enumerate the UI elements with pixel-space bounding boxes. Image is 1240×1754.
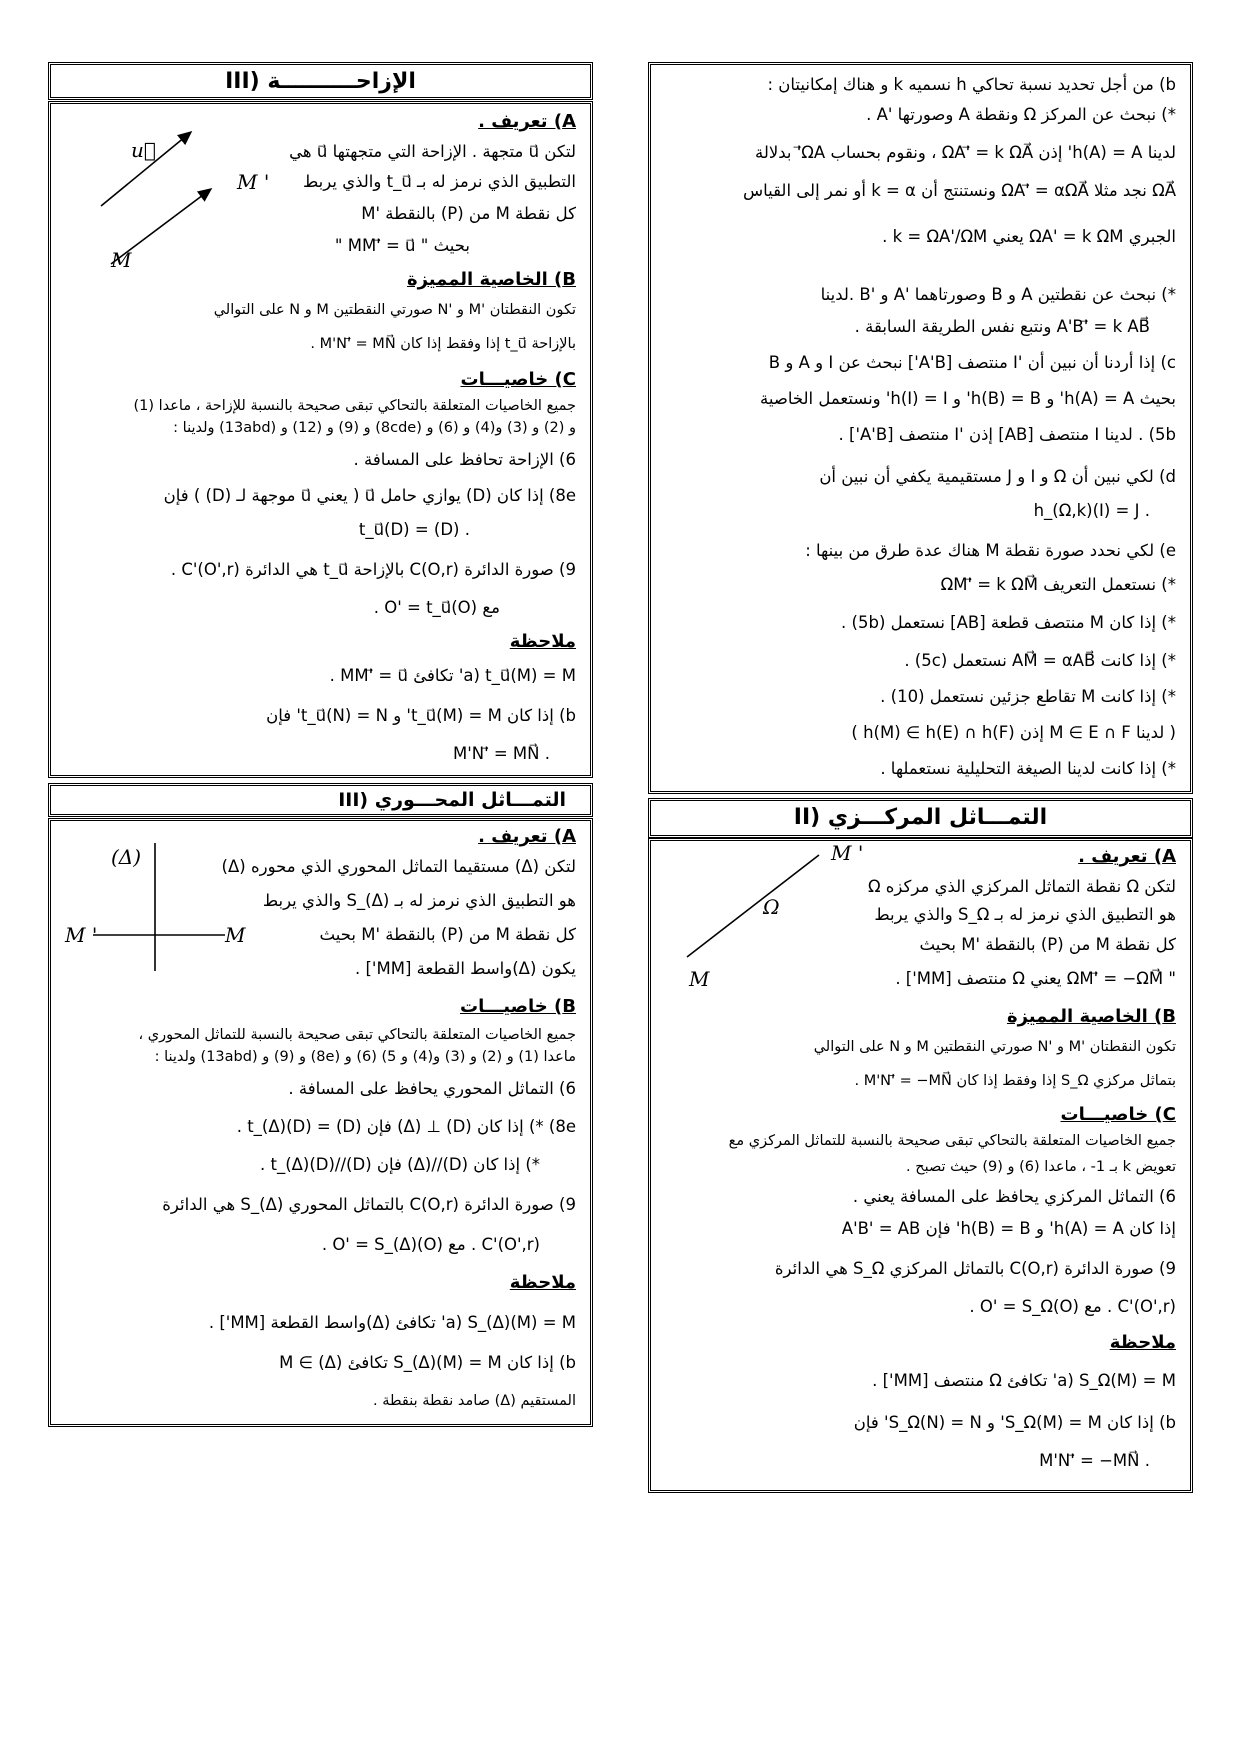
axial-props-line: جميع الخاصيات المتعلقة بالتحاكي تبقى صحيحة بالنسبة للتماثل المحوري ، <box>138 1027 576 1043</box>
homothety-line: 5b) . لدينا I منتصف [AB] إذن 'I منتصف [A'B'] . <box>838 425 1176 444</box>
homothety-line: . h_(Ω,k)(I) = J <box>1033 501 1150 520</box>
central-figure <box>651 841 851 1011</box>
central-def-line: كل نقطة M من (P) بالنقطة 'M بحيث <box>919 935 1176 954</box>
central-notes-title: ملاحظة <box>1109 1332 1176 1353</box>
central-props-line: C'(O',r) . مع O' = S_Ω(O) . <box>969 1297 1176 1316</box>
translation-notes-title: ملاحظة <box>509 631 576 652</box>
axial-props-line: 6) التماثل المحوري يحافظ على المسافة . <box>288 1079 576 1098</box>
translation-def-title: A) تعريف . <box>478 111 576 132</box>
homothety-line: *) إذا كان M منتصف قطعة [AB] نستعمل (5b) . <box>841 613 1176 632</box>
axial-props-title: B) خاصيـــات <box>459 996 576 1017</box>
axial-note: المستقيم (Δ) صامد نقطة بنقطة . <box>373 1393 576 1409</box>
homothety-line: A'B'⃗ = k AB⃗ ونتبع نفس الطريقة السابقة . <box>854 317 1150 336</box>
homothety-line: e) لكي نحدد صورة نقطة M هناك عدة طرق من بينها : <box>805 541 1176 560</box>
axial-note: a) S_(Δ)(M) = M' تكافئ (Δ)واسط القطعة [MM'] . <box>208 1313 576 1332</box>
central-title: II) التمـــاثل المركـــزي <box>793 805 1048 830</box>
axial-symmetry-section <box>48 818 593 1427</box>
fig-label-u: u⃗ <box>131 138 156 162</box>
homothety-line: *) نستعمل التعريف ΩM'⃗ = k ΩM⃗ <box>940 575 1176 594</box>
homothety-line: c) إذا أردنا أن نبين أن 'I منتصف [A'B'] نبحث عن I و A و B <box>768 353 1176 372</box>
homothety-line: الجبري ΩA' = k ΩM يعني k = ΩA'/ΩM . <box>882 227 1176 246</box>
axial-title-box <box>48 783 593 817</box>
central-char-line: بتماثل مركزي S_Ω إذا وفقط إذا كان M'N'⃗ = −MN⃗ . <box>854 1073 1176 1089</box>
translation-char-line: تكون النقطتان 'M و 'N صورتي النقطتين M و N على التوالي <box>213 302 576 318</box>
translation-def-line: كل نقطة M من (P) بالنقطة 'M <box>361 204 576 223</box>
central-props-line: جميع الخاصيات المتعلقة بالتحاكي تبقى صحيحة بالنسبة للتماثل المركزي مع <box>728 1133 1176 1149</box>
central-def-title: A) تعريف . <box>1078 846 1176 867</box>
homothety-line: d) لكي نبين أن Ω و I و J مستقيمية يكفي أن نبين أن <box>819 467 1176 486</box>
translation-props-line: جميع الخاصيات المتعلقة بالتحاكي تبقى صحيحة بالنسبة للإزاحة ، ماعدا (1) <box>133 398 576 414</box>
axial-props-line: C'(O',r) . مع O' = S_(Δ)(O) . <box>321 1235 540 1254</box>
axial-def-line: كل نقطة M من (P) بالنقطة 'M بحيث <box>319 925 576 944</box>
fig-label-m: M <box>225 923 246 947</box>
axial-title: III) التمـــاثل المحـــوري <box>338 789 566 811</box>
homothety-line: لدينا h(A) = A' إذن ΩA'⃗ = k ΩA⃗ ، ونقوم بحساب ΩA'⃗ بدلالة <box>754 143 1176 162</box>
homothety-line: *) إذا كانت M تقاطع جزئين نستعمل (10) . <box>880 687 1176 706</box>
translation-props-title: C) خاصيـــات <box>460 369 576 390</box>
central-def-line: هو التطبيق الذي نرمز له بـ S_Ω والذي يربط <box>874 905 1176 924</box>
central-def-line: " ΩM'⃗ = −ΩM⃗ يعني Ω منتصف [MM'] . <box>895 969 1176 988</box>
central-note: a) S_Ω(M) = M' تكافئ Ω منتصف [MM'] . <box>872 1371 1176 1390</box>
axial-notes-title: ملاحظة <box>509 1272 576 1293</box>
central-props-line: 9) صورة الدائرة C(O,r) بالتماثل المركزي S_Ω هي الدائرة <box>774 1259 1176 1278</box>
translation-title-box <box>48 62 593 100</box>
axial-props-line: ماعدا (1) و (2) و (3) و(4) و 5) (6) و (8e) و (9) و (13abd) ولدينا : <box>154 1049 576 1065</box>
segment-mm-line <box>687 855 819 957</box>
central-char-line: تكون النقطتان 'M و 'N صورتي النقطتين M و N على التوالي <box>813 1039 1176 1055</box>
homothety-line: *) نبحث عن نقطتين A و B وصورتاهما 'A و 'B .لدينا <box>820 285 1176 304</box>
central-props-title: C) خاصيـــات <box>1060 1104 1176 1125</box>
central-props-line: تعويض k بـ 1- ، ماعدا (6) و (9) حيث تصبح . <box>906 1159 1176 1175</box>
axial-def-line: هو التطبيق الذي نرمز له بـ S_(Δ) والذي يربط <box>262 891 576 910</box>
translation-note: . M'N'⃗ = MN⃗ <box>452 744 550 763</box>
fig-label-mp: M ' <box>65 923 98 947</box>
fig-label-mp: M ' <box>831 841 864 865</box>
central-note: b) إذا كان S_Ω(M) = M' و S_Ω(N) = N' فإن <box>853 1413 1176 1432</box>
fig-label-m: M <box>689 967 710 991</box>
homothety-line: بحيث h(A) = A' و h(B) = B' و h(I) = I' ونستعمل الخاصية <box>760 389 1176 408</box>
translation-char-title: B) الخاصية المميزة <box>406 269 576 290</box>
translation-props-line: مع O' = t_u⃗(O) . <box>373 598 500 617</box>
homothety-line: b) من أجل تحديد نسبة تحاكي h نسميه k و هناك إمكانيتان : <box>767 75 1176 94</box>
central-title-box <box>648 798 1193 838</box>
translation-props-line: . t_u⃗(D) = (D) <box>358 520 470 539</box>
axial-def-line: يكون (Δ)واسط القطعة [MM'] . <box>355 959 576 978</box>
translation-def-line: لتكن u⃗ متجهة . الإزاحة التي متجهتها u⃗ هي <box>289 142 576 161</box>
central-def-line: لتكن Ω نقطة التماثل المركزي الذي مركزه Ω <box>867 877 1176 896</box>
central-note: . M'N'⃗ = −MN⃗ <box>1039 1451 1150 1470</box>
translation-note: a) t_u⃗(M) = M' تكافئ MM'⃗ = u⃗ . <box>329 666 576 685</box>
axial-props-line: *) إذا كان (D)//(Δ) فإن t_(Δ)(D)//(D) . <box>259 1155 540 1174</box>
translation-note: b) إذا كان t_u⃗(M) = M' و t_u⃗(N) = N' فإن <box>266 706 576 725</box>
axial-figure <box>51 821 251 1021</box>
translation-props-line: 8e) إذا كان (D) يوازي حامل u⃗ ( يعني u⃗ موجهة لـ (D) ) فإن <box>163 486 576 505</box>
fig-label-mp: M ' <box>237 170 270 194</box>
fig-label-delta: (Δ) <box>111 845 142 869</box>
central-char-title: B) الخاصية المميزة <box>1006 1006 1176 1027</box>
translation-props-line: 6) الإزاحة تحافظ على المسافة . <box>353 450 576 469</box>
homothety-line: *) إذا كانت AM⃗ = αAB⃗ نستعمل (5c) . <box>904 651 1176 670</box>
homothety-line: *) نبحث عن المركز Ω ونقطة A وصورتها 'A . <box>866 105 1176 124</box>
fig-label-omega: Ω <box>763 895 780 919</box>
homothety-line: *) إذا كانت لدينا الصيغة التحليلية نستعملها . <box>880 759 1176 778</box>
translation-figure <box>51 104 251 284</box>
axial-note: b) إذا كان S_(Δ)(M) = M تكافئ M ∈ (Δ) <box>279 1353 576 1372</box>
translation-title: III) الإزاحــــــــــة <box>225 69 416 94</box>
axial-props-line: 9) صورة الدائرة C(O,r) بالتماثل المحوري S_(Δ) هي الدائرة <box>162 1195 576 1214</box>
translation-def-line: التطبيق الذي نرمز له بـ t_u⃗ والذي يربط <box>303 172 576 191</box>
axial-def-title: A) تعريف . <box>478 826 576 847</box>
homothety-line: ( لدينا M ∈ E ∩ F إذن h(M) ∈ h(E) ∩ h(F) ) <box>851 723 1176 742</box>
translation-char-line: بالإزاحة t_u⃗ إذا وفقط إذا كان M'N'⃗ = MN⃗ . <box>310 336 576 352</box>
homothety-line: ΩA⃗ نجد مثلا ΩA'⃗ = αΩA⃗ ونستنتج أن k = α أو نمر إلى القياس <box>742 181 1176 200</box>
central-props-line: 6) التماثل المركزي يحافظ على المسافة يعني . <box>852 1187 1176 1206</box>
translation-section <box>48 101 593 778</box>
translation-def-line: بحيث " MM'⃗ = u⃗ " <box>334 236 470 255</box>
central-props-line: إذا كان h(A) = A' و h(B) = B' فإن A'B' = AB <box>841 1219 1176 1238</box>
central-symmetry-section <box>648 838 1193 1493</box>
fig-label-m: M <box>111 248 132 272</box>
translation-props-line: و (2) و (3) و(4) و (6) و (8cde) و (9) و (12) و (13abd) ولدينا : <box>173 420 576 436</box>
homothety-methods-section <box>648 62 1193 794</box>
axial-props-line: 8e) *) إذا كان (D) ⊥ (Δ) فإن t_(Δ)(D) = (D) . <box>236 1117 576 1136</box>
translation-props-line: 9) صورة الدائرة C(O,r) بالإزاحة t_u⃗ هي الدائرة C'(O',r) . <box>170 560 576 579</box>
axial-def-line: لتكن (Δ) مستقيما التماثل المحوري الذي محوره (Δ) <box>221 857 576 876</box>
